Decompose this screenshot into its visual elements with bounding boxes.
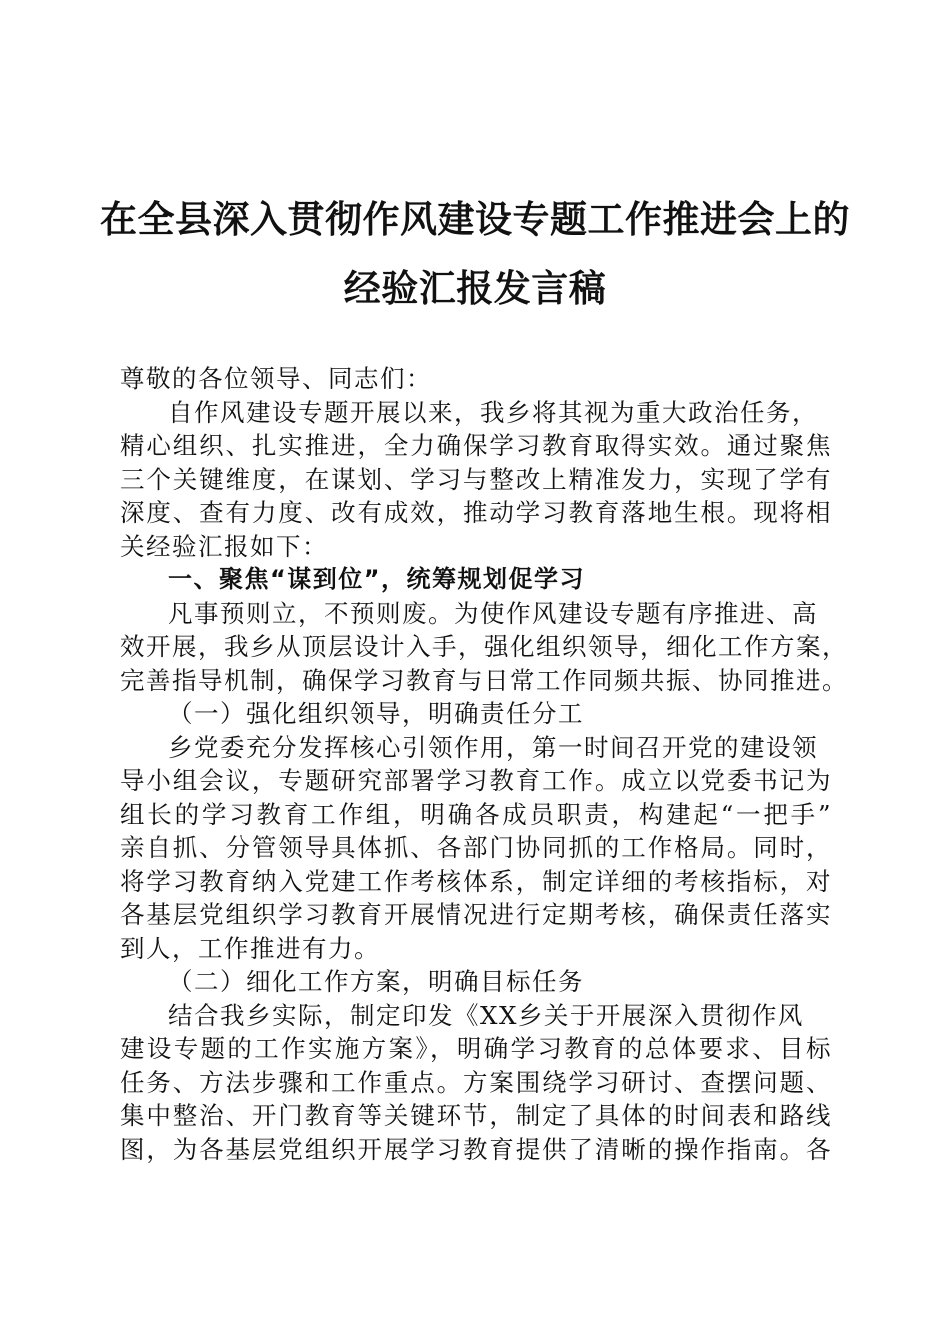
body-line: 图，为各基层党组织开展学习教育提供了清晰的操作指南。各 xyxy=(120,1134,832,1164)
document-title-line-2: 经验汇报发言稿 xyxy=(343,266,607,310)
document-title-line-1: 在全县深入贯彻作风建设专题工作推进会上的 xyxy=(100,197,850,241)
subsection-heading: （二）细化工作方案，明确目标任务 xyxy=(168,967,584,996)
body-line: 效开展，我乡从顶层设计入手，强化组织领导，细化工作方案， xyxy=(120,632,848,661)
body-line: 关经验汇报如下： xyxy=(120,531,328,561)
body-line: 完善指导机制，确保学习教育与日常工作同频共振、协同推进。 xyxy=(120,665,848,695)
body-line: 将学习教育纳入党建工作考核体系，制定详细的考核指标，对 xyxy=(120,866,832,896)
body-line: 结合我乡实际，制定印发《XX乡关于开展深入贯彻作风 xyxy=(168,1000,804,1030)
body-line: 到人，工作推进有力。 xyxy=(120,933,380,963)
body-line: 亲自抓、分管领导具体抓、各部门协同抓的工作格局。同时， xyxy=(120,833,832,862)
subsection-heading: （一）强化组织领导，明确责任分工 xyxy=(168,699,584,728)
body-line: 建设专题的工作实施方案》，明确学习教育的总体要求、目标 xyxy=(120,1034,832,1063)
body-line: 导小组会议，专题研究部署学习教育工作。成立以党委书记为 xyxy=(120,766,832,795)
salutation: 尊敬的各位领导、同志们： xyxy=(120,364,432,393)
body-line: 自作风建设专题开展以来，我乡将其视为重大政治任务， xyxy=(168,397,818,427)
body-line: 各基层党组织学习教育开展情况进行定期考核，确保责任落实 xyxy=(120,900,832,929)
body-line: 深度、查有力度、改有成效，推动学习教育落地生根。现将相 xyxy=(120,498,832,527)
body-line: 组长的学习教育工作组，明确各成员职责，构建起“一把手” xyxy=(120,799,832,829)
body-line: 凡事预则立，不预则废。为使作风建设专题有序推进、高 xyxy=(168,598,818,628)
section-heading: 一、聚焦“谋到位”，统筹规划促学习 xyxy=(168,565,586,593)
body-line: 三个关键维度，在谋划、学习与整改上精准发力，实现了学有 xyxy=(120,464,832,494)
document-body xyxy=(120,362,848,1166)
body-line: 精心组织、扎实推进，全力确保学习教育取得实效。通过聚焦 xyxy=(120,431,832,460)
body-line: 集中整治、开门教育等关键环节，制定了具体的时间表和路线 xyxy=(120,1101,832,1130)
body-line: 乡党委充分发挥核心引领作用，第一时间召开党的建设领 xyxy=(168,732,818,762)
body-line: 任务、方法步骤和工作重点。方案围绕学习研讨、查摆问题、 xyxy=(120,1067,832,1097)
